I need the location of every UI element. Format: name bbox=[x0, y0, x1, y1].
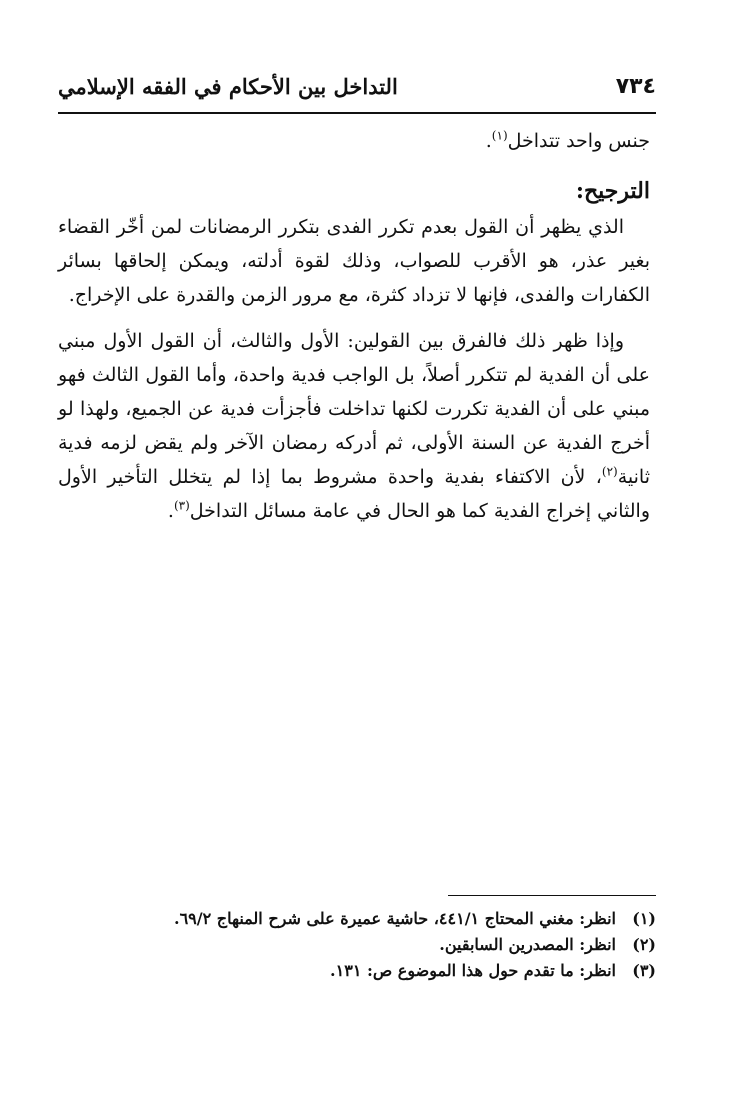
main-text bbox=[58, 124, 650, 528]
footnote-number: (١) bbox=[632, 909, 656, 928]
running-header bbox=[58, 74, 656, 108]
footnote-text: انظر: مغني المحتاج ٤٤١/١، حاشية عميرة على شرح المنهاج ٦٩/٢. bbox=[174, 909, 616, 928]
footnotes bbox=[58, 906, 656, 984]
footnote-text: انظر: المصدرين السابقين. bbox=[439, 935, 616, 954]
section-heading: الترجيح: bbox=[575, 178, 650, 204]
footnote-number: (٢) bbox=[632, 935, 656, 954]
paragraph-2: وإذا ظهر ذلك فالفرق بين القولين: الأول والثالث، أن القول الأول مبني على أن الفدية لم تتكرر أصلاً، بل الواجب فدية واحدة، وأما القول الثالث فهو مبني على أن الفدية تكررت لكنها تداخلت فأجزأت فدية عن الجميع، ولهذا لو أخرج الفدية عن السنة الأولى، ثم أدركه رمضان الآخر ولم يقض لزمه فدية ثانية$^{(٢)}$، لأن الاكتفاء بفدية واحدة مشروط بما إذا لم يتخلل التأخير الأول والثاني إخراج الفدية كما هو الحال في عامة مسائل التداخل$^{(٣)}$. bbox=[58, 330, 650, 522]
footnote-item bbox=[58, 932, 656, 958]
footnote-item bbox=[58, 958, 656, 984]
header-divider bbox=[58, 112, 656, 114]
footnote-item bbox=[58, 906, 656, 932]
footnote-ref-3: (٣) bbox=[173, 498, 190, 513]
footnote-divider bbox=[448, 895, 656, 896]
paragraph-1: الذي يظهر أن القول بعدم تكرر الفدى بتكرر الرمضانات لمن أخّر القضاء بغير عذر، هو الأقرب للصواب، وذلك لقوة أدلته، ويمكن إلحاقها بسائر الكفارات والفدى، فإنها لا تزداد كثرة، مع مرور الزمن والقدرة على الإخراج. bbox=[58, 216, 650, 306]
footnote-ref-1: (١) bbox=[491, 128, 508, 143]
intro-line: جنس واحد تتداخل$^{(١)}$. bbox=[485, 128, 650, 152]
running-title: التداخل بين الأحكام في الفقه الإسلامي bbox=[58, 74, 398, 99]
footnote-ref-2: (٢) bbox=[601, 464, 618, 479]
page-number: ٧٣٤ bbox=[615, 74, 656, 99]
footnote-text: انظر: ما تقدم حول هذا الموضوع ص: ١٣١. bbox=[330, 961, 616, 980]
footnote-number: (٣) bbox=[632, 961, 656, 980]
